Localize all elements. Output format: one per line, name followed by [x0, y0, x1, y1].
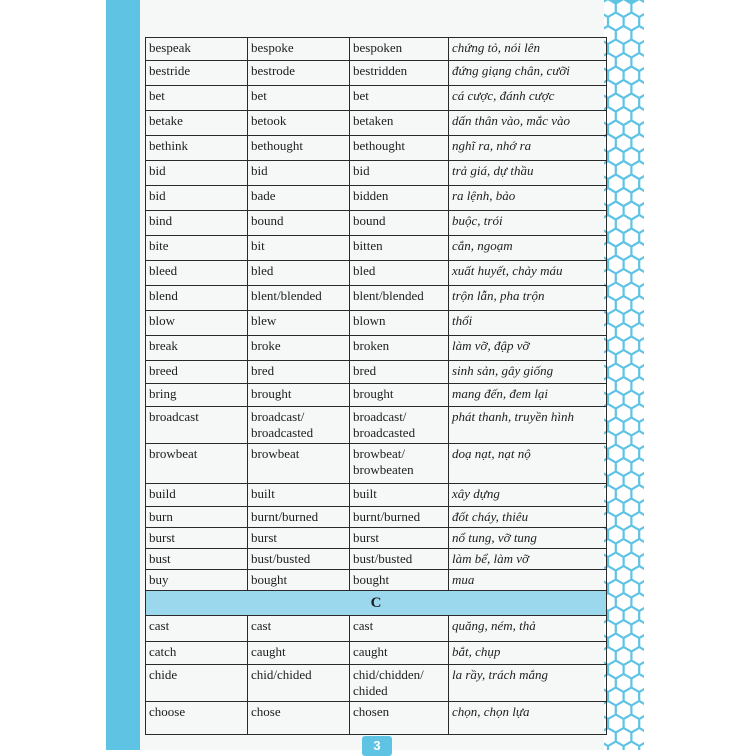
- hexagon-shape: [625, 122, 638, 137]
- hexagon-shape: [609, 95, 622, 110]
- verb-base: burn: [146, 507, 248, 528]
- hexagon-shape: [617, 135, 630, 150]
- hexagon-shape: [609, 689, 622, 704]
- verb-past-participle: bethought: [350, 136, 449, 161]
- verb-past-participle: bound: [350, 211, 449, 236]
- verb-base: bid: [146, 161, 248, 186]
- verb-past-participle: bred: [350, 361, 449, 384]
- hexagon-shape: [617, 54, 630, 69]
- hexagon-shape: [609, 716, 622, 731]
- verb-past: browbeat: [248, 444, 350, 484]
- verb-base: bid: [146, 186, 248, 211]
- hexagon-shape: [625, 338, 638, 353]
- hexagon-shape: [640, 95, 644, 110]
- verb-past-participle: chid/chidden/ chided: [350, 665, 449, 702]
- hexagon-shape: [625, 41, 638, 56]
- verb-meaning: cắn, ngoạm: [449, 236, 607, 261]
- verb-past-participle: betaken: [350, 111, 449, 136]
- verb-past-participle: brought: [350, 384, 449, 407]
- verb-past: bit: [248, 236, 350, 261]
- verb-base: browbeat: [146, 444, 248, 484]
- hexagon-shape: [617, 459, 630, 474]
- hexagon-shape: [625, 392, 638, 407]
- verb-base: breed: [146, 361, 248, 384]
- hexagon-shape: [640, 608, 644, 623]
- table-row: [146, 549, 607, 570]
- hexagon-shape: [633, 27, 645, 42]
- verb-meaning: xây dựng: [449, 484, 607, 507]
- verb-meaning: la rầy, trách mắng: [449, 665, 607, 702]
- hexagon-shape: [625, 284, 638, 299]
- hexagon-shape: [617, 351, 630, 366]
- verb-meaning: trộn lẫn, pha trộn: [449, 286, 607, 311]
- hexagon-shape: [633, 81, 645, 96]
- hexagon-shape: [633, 567, 645, 582]
- hexagon-shape: [640, 176, 644, 191]
- verb-past-participle: caught: [350, 642, 449, 665]
- hexagon-shape: [625, 500, 638, 515]
- hexagon-shape: [609, 284, 622, 299]
- hexagon-shape: [633, 432, 645, 447]
- hexagon-shape: [617, 648, 630, 663]
- hexagon-shape: [633, 243, 645, 258]
- hexagon-shape: [640, 581, 644, 596]
- hexagon-shape: [625, 176, 638, 191]
- verb-base: bleed: [146, 261, 248, 286]
- verb-base: bespeak: [146, 38, 248, 61]
- verb-past: burnt/burned: [248, 507, 350, 528]
- hexagon-shape: [625, 716, 638, 731]
- verb-base: burst: [146, 528, 248, 549]
- hexagon-shape: [633, 459, 645, 474]
- hexagon-shape: [625, 689, 638, 704]
- table-row: [146, 484, 607, 507]
- hexagon-shape: [640, 554, 644, 569]
- verb-past: brought: [248, 384, 350, 407]
- verb-past-participle: bust/busted: [350, 549, 449, 570]
- hexagon-shape: [633, 675, 645, 690]
- table-row: [146, 336, 607, 361]
- hexagon-shape: [617, 486, 630, 501]
- hexagon-shape: [633, 729, 645, 744]
- verb-past: bade: [248, 186, 350, 211]
- hexagon-shape: [633, 621, 645, 636]
- hexagon-shape: [617, 540, 630, 555]
- verb-meaning: doạ nạt, nạt nộ: [449, 444, 607, 484]
- hexagon-shape: [633, 135, 645, 150]
- hexagon-shape: [625, 419, 638, 434]
- verb-meaning: xuất huyết, chảy máu: [449, 261, 607, 286]
- hexagon-shape: [633, 594, 645, 609]
- verb-past-participle: broken: [350, 336, 449, 361]
- hexagon-shape: [625, 68, 638, 83]
- verb-meaning: đứng giạng chân, cưỡi: [449, 61, 607, 86]
- verb-past-participle: blown: [350, 311, 449, 336]
- hexagon-shape: [633, 702, 645, 717]
- table-row: [146, 286, 607, 311]
- table-row: [146, 361, 607, 384]
- verb-past-participle: bidden: [350, 186, 449, 211]
- hexagon-shape: [625, 149, 638, 164]
- table-row: [146, 61, 607, 86]
- table-row: [146, 507, 607, 528]
- hexagon-shape: [625, 554, 638, 569]
- hexagon-shape: [609, 257, 622, 272]
- hexagon-shape: [617, 270, 630, 285]
- hexagon-shape: [609, 230, 622, 245]
- hexagon-shape: [617, 189, 630, 204]
- hexagon-shape: [625, 527, 638, 542]
- hexagon-shape: [617, 513, 630, 528]
- hexagon-shape: [617, 324, 630, 339]
- verb-past-participle: broadcast/ broadcasted: [350, 407, 449, 444]
- verb-past-participle: built: [350, 484, 449, 507]
- verb-base: betake: [146, 111, 248, 136]
- table-row: [146, 702, 607, 735]
- verb-base: choose: [146, 702, 248, 735]
- hexagon-shape: [633, 54, 645, 69]
- hexagon-shape: [617, 675, 630, 690]
- hexagon-shape: [609, 392, 622, 407]
- hexagon-shape: [609, 743, 622, 750]
- hexagon-shape: [609, 149, 622, 164]
- section-letter: C: [146, 591, 607, 616]
- hexagon-shape: [617, 243, 630, 258]
- hexagon-shape: [625, 257, 638, 272]
- verb-past: cast: [248, 616, 350, 642]
- hexagon-shape: [633, 270, 645, 285]
- verb-meaning: thổi: [449, 311, 607, 336]
- verb-base: blow: [146, 311, 248, 336]
- verb-meaning: bắt, chụp: [449, 642, 607, 665]
- verb-meaning: chứng tỏ, nói lên: [449, 38, 607, 61]
- hexagon-shape: [617, 594, 630, 609]
- hexagon-shape: [609, 419, 622, 434]
- hexagon-shape: [617, 432, 630, 447]
- hexagon-shape: [625, 365, 638, 380]
- hexagon-shape: [609, 527, 622, 542]
- verb-past: broadcast/ broadcasted: [248, 407, 350, 444]
- table-row: [146, 570, 607, 591]
- hexagon-shape: [625, 608, 638, 623]
- hexagon-shape: [625, 446, 638, 461]
- hexagon-shape: [640, 446, 644, 461]
- verb-meaning: phát thanh, truyền hình: [449, 407, 607, 444]
- verb-meaning: nghĩ ra, nhớ ra: [449, 136, 607, 161]
- table-row: [146, 444, 607, 484]
- verb-past: blent/blended: [248, 286, 350, 311]
- hexagon-decoration: [604, 0, 644, 750]
- hexagon-shape: [625, 95, 638, 110]
- verb-base: bestride: [146, 61, 248, 86]
- verb-past: chid/chided: [248, 665, 350, 702]
- verb-base: bethink: [146, 136, 248, 161]
- table-row: [146, 38, 607, 61]
- verb-past: bound: [248, 211, 350, 236]
- hexagon-shape: [617, 621, 630, 636]
- verb-base: bite: [146, 236, 248, 261]
- verb-base: chide: [146, 665, 248, 702]
- hexagon-shape: [640, 257, 644, 272]
- verb-meaning: mua: [449, 570, 607, 591]
- hexagon-shape: [604, 0, 615, 15]
- hexagon-shape: [625, 635, 638, 650]
- verb-meaning: buộc, trói: [449, 211, 607, 236]
- hexagon-shape: [633, 486, 645, 501]
- hexagon-shape: [609, 554, 622, 569]
- hexagon-shape: [617, 108, 630, 123]
- hexagon-shape: [640, 41, 644, 56]
- verb-past: bestrode: [248, 61, 350, 86]
- hexagon-shape: [609, 122, 622, 137]
- hexagon-shape: [633, 324, 645, 339]
- hexagon-shape: [625, 662, 638, 677]
- hexagon-shape: [633, 648, 645, 663]
- hexagon-shape: [617, 0, 630, 15]
- verb-meaning: cá cược, đánh cược: [449, 86, 607, 111]
- irregular-verbs-table: [145, 37, 607, 735]
- hexagon-shape: [617, 81, 630, 96]
- verb-base: catch: [146, 642, 248, 665]
- hexagon-shape: [640, 635, 644, 650]
- table-row: [146, 642, 607, 665]
- verb-base: blend: [146, 286, 248, 311]
- page-number: 3: [362, 736, 392, 756]
- hexagon-shape: [609, 608, 622, 623]
- verb-past-participle: bespoken: [350, 38, 449, 61]
- verb-base: bet: [146, 86, 248, 111]
- verb-base: cast: [146, 616, 248, 642]
- table-row: [146, 616, 607, 642]
- hexagon-shape: [640, 284, 644, 299]
- hexagon-shape: [617, 216, 630, 231]
- hexagon-shape: [617, 405, 630, 420]
- table-row: [146, 528, 607, 549]
- hexagon-shape: [625, 311, 638, 326]
- verb-past: built: [248, 484, 350, 507]
- hexagon-shape: [640, 14, 644, 29]
- hexagon-shape: [640, 338, 644, 353]
- verb-past-participle: bid: [350, 161, 449, 186]
- hexagon-shape: [640, 122, 644, 137]
- hexagon-shape: [609, 635, 622, 650]
- hexagon-shape: [609, 311, 622, 326]
- hexagon-shape: [617, 162, 630, 177]
- hexagon-shape: [633, 216, 645, 231]
- hexagon-shape: [625, 230, 638, 245]
- hexagon-shape: [640, 716, 644, 731]
- hexagon-shape: [609, 446, 622, 461]
- verb-past: chose: [248, 702, 350, 735]
- hexagon-shape: [609, 68, 622, 83]
- hexagon-shape: [617, 378, 630, 393]
- verb-past: caught: [248, 642, 350, 665]
- verb-past-participle: bought: [350, 570, 449, 591]
- hexagon-shape: [609, 338, 622, 353]
- verb-past-participle: chosen: [350, 702, 449, 735]
- hexagon-shape: [609, 14, 622, 29]
- verb-base: break: [146, 336, 248, 361]
- hexagon-shape: [625, 14, 638, 29]
- table-row: [146, 161, 607, 186]
- hexagon-shape: [640, 419, 644, 434]
- verb-past: blew: [248, 311, 350, 336]
- verb-base: build: [146, 484, 248, 507]
- table-row: [146, 384, 607, 407]
- verb-past: bought: [248, 570, 350, 591]
- hexagon-shape: [640, 365, 644, 380]
- verb-past-participle: cast: [350, 616, 449, 642]
- hexagon-shape: [633, 0, 645, 15]
- verb-past-participle: bled: [350, 261, 449, 286]
- verb-past-participle: burst: [350, 528, 449, 549]
- hexagon-shape: [633, 540, 645, 555]
- verb-past: bespoke: [248, 38, 350, 61]
- table-row: [146, 186, 607, 211]
- verb-meaning: đốt cháy, thiêu: [449, 507, 607, 528]
- verb-past: bet: [248, 86, 350, 111]
- hexagon-shape: [640, 500, 644, 515]
- table-row: [146, 261, 607, 286]
- hexagon-shape: [633, 351, 645, 366]
- verb-meaning: dấn thân vào, mắc vào: [449, 111, 607, 136]
- verb-meaning: ra lệnh, bảo: [449, 186, 607, 211]
- section-header-row: [146, 591, 607, 616]
- hexagon-shape: [609, 473, 622, 488]
- verb-past-participle: bitten: [350, 236, 449, 261]
- hexagon-shape: [640, 68, 644, 83]
- hexagon-shape: [617, 297, 630, 312]
- table-row: [146, 311, 607, 336]
- hexagon-shape: [633, 189, 645, 204]
- verb-base: broadcast: [146, 407, 248, 444]
- left-blue-strip: [106, 0, 140, 750]
- verb-meaning: làm bể, làm vỡ: [449, 549, 607, 570]
- verb-base: buy: [146, 570, 248, 591]
- hexagon-shape: [609, 365, 622, 380]
- table-row: [146, 211, 607, 236]
- hexagon-shape: [625, 203, 638, 218]
- hexagon-shape: [609, 662, 622, 677]
- table-row: [146, 136, 607, 161]
- hexagon-shape: [625, 473, 638, 488]
- verb-past: broke: [248, 336, 350, 361]
- verb-meaning: chọn, chọn lựa: [449, 702, 607, 735]
- verb-meaning: trả giá, dự thầu: [449, 161, 607, 186]
- hexagon-shape: [625, 743, 638, 750]
- verb-past: bred: [248, 361, 350, 384]
- hexagon-shape: [633, 162, 645, 177]
- verb-meaning: nổ tung, vỡ tung: [449, 528, 607, 549]
- verb-past: betook: [248, 111, 350, 136]
- hexagon-shape: [640, 311, 644, 326]
- hexagon-shape: [640, 392, 644, 407]
- table-row: [146, 665, 607, 702]
- hexagon-shape: [640, 527, 644, 542]
- hexagon-shape: [609, 203, 622, 218]
- verb-past: bled: [248, 261, 350, 286]
- hexagon-shape: [617, 27, 630, 42]
- verb-past-participle: browbeat/ browbeaten: [350, 444, 449, 484]
- verb-past-participle: blent/blended: [350, 286, 449, 311]
- hexagon-shape: [604, 743, 607, 750]
- hexagon-shape: [633, 108, 645, 123]
- verb-past-participle: burnt/burned: [350, 507, 449, 528]
- verb-meaning: mang đến, đem lại: [449, 384, 607, 407]
- verb-past: bid: [248, 161, 350, 186]
- hexagon-shape: [640, 473, 644, 488]
- hexagon-shape: [609, 176, 622, 191]
- verb-past: bethought: [248, 136, 350, 161]
- hexagon-shape: [609, 500, 622, 515]
- hexagon-shape: [633, 405, 645, 420]
- verb-past: burst: [248, 528, 350, 549]
- verb-base: bust: [146, 549, 248, 570]
- hexagon-shape: [604, 14, 607, 29]
- hexagon-shape: [609, 41, 622, 56]
- hexagon-shape: [640, 662, 644, 677]
- verb-past-participle: bet: [350, 86, 449, 111]
- hexagon-shape: [609, 581, 622, 596]
- verb-meaning: sinh sản, gây giống: [449, 361, 607, 384]
- verb-base: bind: [146, 211, 248, 236]
- hexagon-shape: [625, 581, 638, 596]
- hexagon-shape: [633, 513, 645, 528]
- hexagon-shape: [633, 378, 645, 393]
- verb-past-participle: bestridden: [350, 61, 449, 86]
- verb-past: bust/busted: [248, 549, 350, 570]
- table-row: [146, 86, 607, 111]
- hexagon-shape: [640, 230, 644, 245]
- verb-meaning: quăng, ném, thả: [449, 616, 607, 642]
- hexagon-shape: [617, 567, 630, 582]
- hexagon-shape: [617, 702, 630, 717]
- verb-meaning: làm vỡ, đập vỡ: [449, 336, 607, 361]
- hexagon-shape: [640, 149, 644, 164]
- table-row: [146, 111, 607, 136]
- hexagon-shape: [617, 729, 630, 744]
- verb-base: bring: [146, 384, 248, 407]
- table-row: [146, 407, 607, 444]
- hexagon-shape: [640, 689, 644, 704]
- hexagon-shape: [640, 743, 644, 750]
- hexagon-shape: [640, 203, 644, 218]
- hexagon-shape: [633, 297, 645, 312]
- table-row: [146, 236, 607, 261]
